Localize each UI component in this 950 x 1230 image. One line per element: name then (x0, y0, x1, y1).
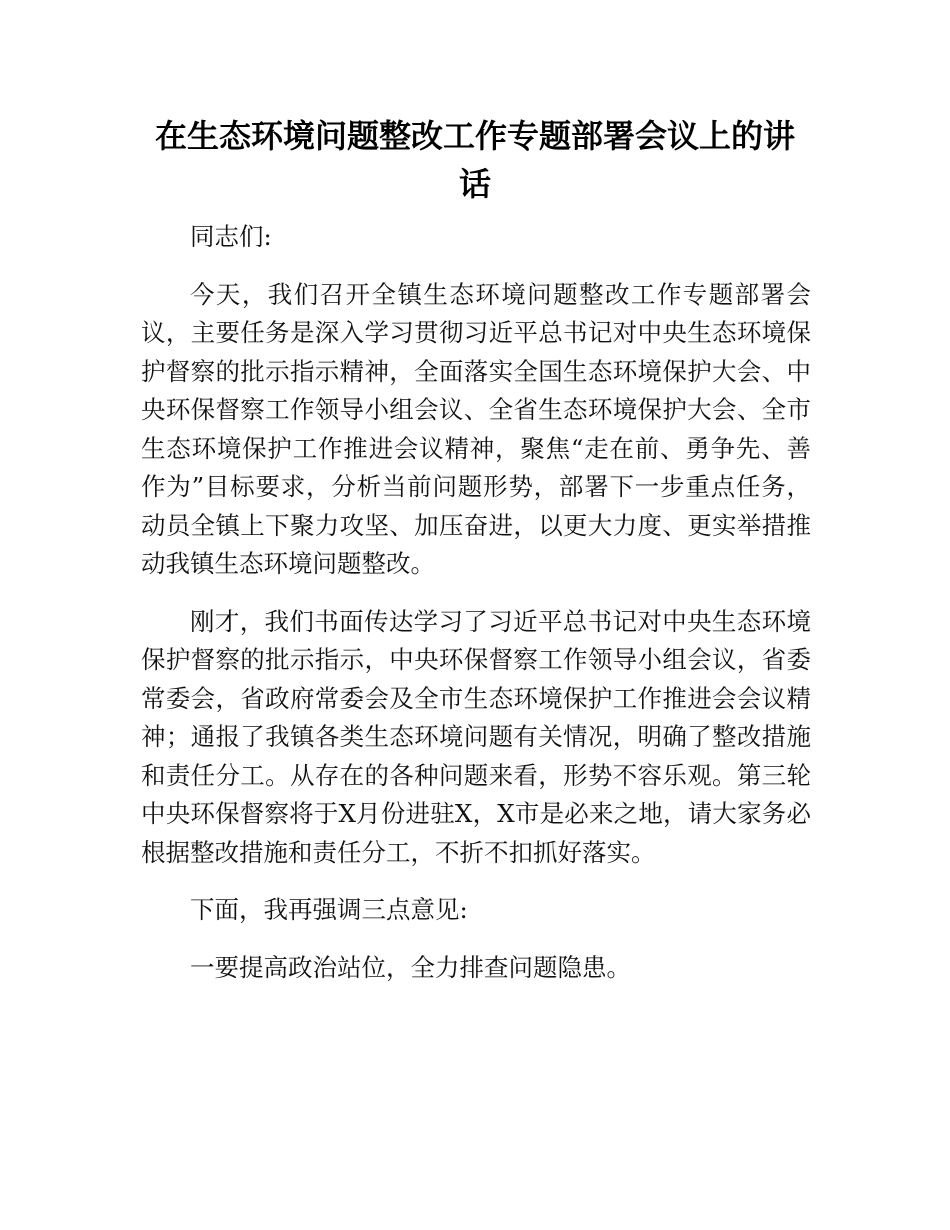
document-title: 在生态环境问题整改工作专题部署会议上的讲话 (154, 117, 795, 203)
paragraph-intro: 今天，我们召开全镇生态环境问题整改工作专题部署会议，主要任务是深入学习贯彻习近平总书记对中央生态环境保护督察的批示指示精神，全面落实全国生态环境保护大会、中央环保督察工作领导小组会议、全省生态环境保护大会、全市生态环境保护工作推进会议精神，聚焦“走在前、勇争先、善作为”目标要求，分析当前问题形势，部署下一步重点任务，动员全镇上下聚力攻坚、加压奋进，以更大力度、更实举措推动我镇生态环境问题整改。 (141, 279, 811, 578)
salutation: 同志们: (190, 222, 272, 251)
paragraph-point-one: 一要提高政治站位，全力排查问题隐患。 (190, 952, 631, 982)
document-body (141, 218, 811, 1006)
paragraph-review: 刚才，我们书面传达学习了习近平总书记对中央生态环境保护督察的批示指示，中央环保督察工作领导小组会议，省委常委会，省政府常委会及全市生态环境保护工作推进会会议精神；通报了我镇各类生态环境问题有关情况，明确了整改措施和责任分工。从存在的各种问题来看，形势不容乐观。第三轮中央环保督察将于X月份进驻X，X市是必来之地，请大家务必根据整改措施和责任分工，不折不扣抓好落实。 (141, 606, 811, 867)
paragraph-transition: 下面，我再强调三点意见: (190, 895, 468, 924)
